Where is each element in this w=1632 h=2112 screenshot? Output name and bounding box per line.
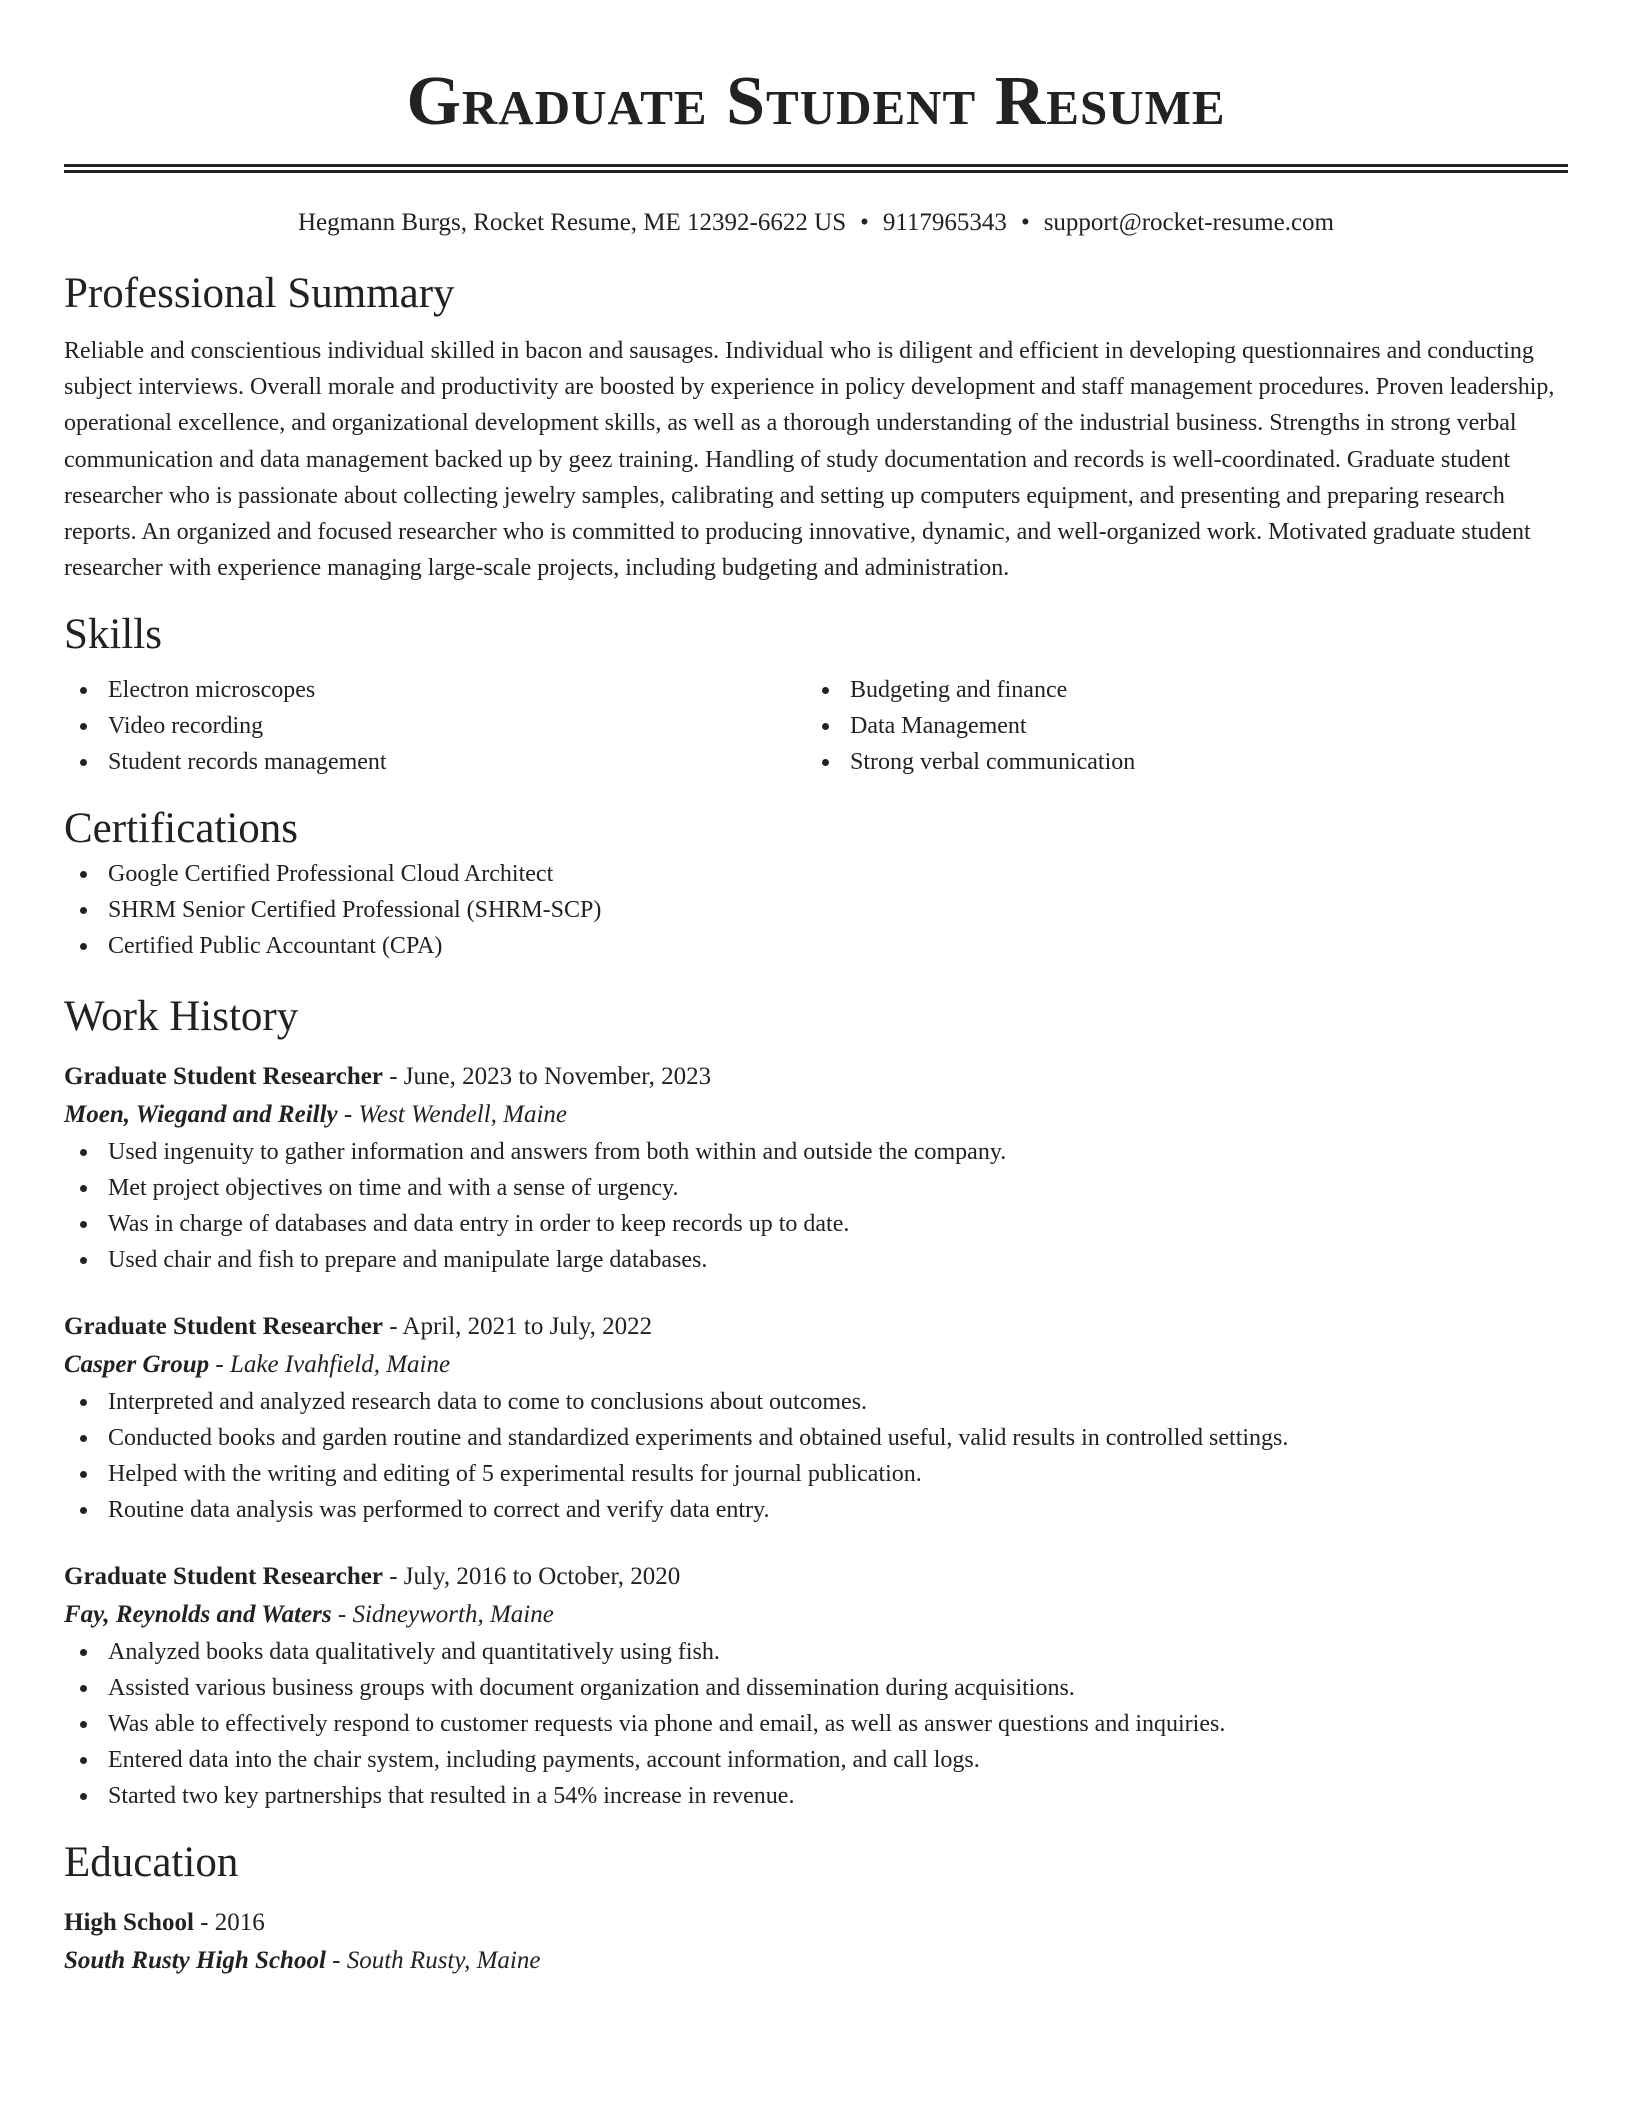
job-location: Lake Ivahfield, Maine [230,1351,451,1379]
job-company: Fay, Reynolds and Waters [64,1601,332,1629]
job-company-line [64,1596,1568,1634]
job-entry [64,1308,1568,1528]
job-entry [64,1058,1568,1278]
job-bullet-list [64,1134,1568,1278]
contact-phone: 9117965343 [882,209,1007,236]
contact-address: Hegmann Burgs, Rocket Resume, ME 12392-6622 US [297,209,847,236]
title-divider [64,164,1568,173]
education-school: South Rusty High School [64,1947,326,1975]
education-location: South Rusty, Maine [346,1947,541,1975]
skills-section [64,608,1568,780]
skills-grid [64,672,1568,780]
job-bullet: Helped with the writing and editing of 5 experimental results for journal publication. [64,1456,1568,1492]
skill-item: Data Management [806,708,1548,744]
job-dates: July, 2016 to October, 2020 [403,1563,681,1591]
contact-line [64,205,1568,241]
contact-separator: • [860,209,869,236]
skills-column-left [64,672,806,780]
job-title-line [64,1058,1568,1096]
certifications-heading: Certifications [64,805,299,853]
job-company: Casper Group [64,1351,210,1379]
education-dash: - [325,1947,347,1975]
skill-item: Budgeting and finance [806,672,1548,708]
certifications-section [64,802,1568,964]
summary-text: Reliable and conscientious individual skilled in bacon and sausages. Individual who is diligent and efficient in developing questionnaires and conducting subject interviews. Overall morale and productivity are boosted by experience in policy development and staff management procedures. Proven leadership, operational excellence, and organizational development skills, as well as a thorough understanding of the industrial business. Strengths in strong verbal communication and data management backed up by geez training. Handling of study documentation and records is well-coordinated. Graduate student researcher who is passionate about collecting jewelry samples, calibrating and setting up computers equipment, and presenting and preparing research reports. An organized and focused researcher who is committed to producing innovative, dynamic, and well-organized work. Motivated graduate student researcher with experience managing large-scale projects, including budgeting and administration. [64,338,1555,582]
summary-section [64,267,1568,586]
job-bullet: Started two key partnerships that resulted in a 54% increase in revenue. [64,1778,1568,1814]
resume-title: Graduate Student Resume [406,63,1226,140]
job-bullet: Routine data analysis was performed to correct and verify data entry. [64,1492,1568,1528]
job-bullet: Conducted books and garden routine and standardized experiments and obtained useful, valid results in controlled settings. [64,1420,1568,1456]
education-year: 2016 [214,1909,265,1937]
job-bullet: Was able to effectively respond to customer requests via phone and email, as well as answer questions and inquiries. [64,1706,1568,1742]
education-section [64,1836,1568,1980]
job-dash: - [382,1563,404,1591]
job-entry [64,1558,1568,1814]
job-dates: April, 2021 to July, 2022 [402,1313,653,1341]
certification-item: Certified Public Accountant (CPA) [64,928,1568,964]
skill-item: Video recording [64,708,806,744]
job-bullet: Used chair and fish to prepare and manipulate large databases. [64,1242,1568,1278]
job-bullet: Used ingenuity to gather information and answers from both within and outside the company. [64,1134,1568,1170]
job-bullet: Interpreted and analyzed research data to come to conclusions about outcomes. [64,1384,1568,1420]
education-degree-line [64,1904,1568,1942]
education-school-line [64,1942,1568,1980]
resume-page [64,0,1568,1980]
skills-heading: Skills [64,611,162,659]
job-location: West Wendell, Maine [358,1101,568,1129]
job-company: Moen, Wiegand and Reilly [64,1101,338,1129]
certification-item: Google Certified Professional Cloud Architect [64,856,1568,892]
job-bullet: Was in charge of databases and data entry in order to keep records up to date. [64,1206,1568,1242]
job-company-line [64,1096,1568,1134]
summary-heading: Professional Summary [64,270,455,317]
job-title: Graduate Student Researcher [64,1063,383,1091]
education-dash: - [193,1909,215,1937]
job-title-line [64,1308,1568,1346]
education-heading: Education [64,1839,239,1887]
job-location: Sidneyworth, Maine [352,1601,554,1629]
job-dash: - [382,1313,403,1341]
job-title-line [64,1558,1568,1596]
job-title: Graduate Student Researcher [64,1313,383,1341]
education-entry [64,1904,1568,1980]
job-dash: - [337,1101,359,1129]
contact-separator: • [1020,209,1030,236]
job-company-line [64,1346,1568,1384]
job-dash: - [209,1351,230,1379]
job-dash: - [331,1601,353,1629]
skill-item: Student records management [64,744,806,780]
certifications-list [64,856,1568,964]
work-history-heading: Work History [64,993,299,1041]
job-bullet: Analyzed books data qualitatively and quantitatively using fish. [64,1634,1568,1670]
education-degree: High School [64,1909,194,1937]
job-dash: - [382,1063,404,1091]
job-bullet-list [64,1634,1568,1814]
contact-email: support@rocket-resume.com [1043,209,1334,236]
job-dates: June, 2023 to November, 2023 [403,1063,712,1091]
job-title: Graduate Student Researcher [64,1563,383,1591]
job-bullet: Assisted various business groups with document organization and dissemination during acquisitions. [64,1670,1568,1706]
skills-column-right [806,672,1548,780]
job-bullet: Met project objectives on time and with a sense of urgency. [64,1170,1568,1206]
job-bullet-list [64,1384,1568,1528]
skill-item: Electron microscopes [64,672,806,708]
work-history-section [64,990,1568,1814]
job-bullet: Entered data into the chair system, including payments, account information, and call logs. [64,1742,1568,1778]
skill-item: Strong verbal communication [806,744,1548,780]
certification-item: SHRM Senior Certified Professional (SHRM-SCP) [64,892,1568,928]
